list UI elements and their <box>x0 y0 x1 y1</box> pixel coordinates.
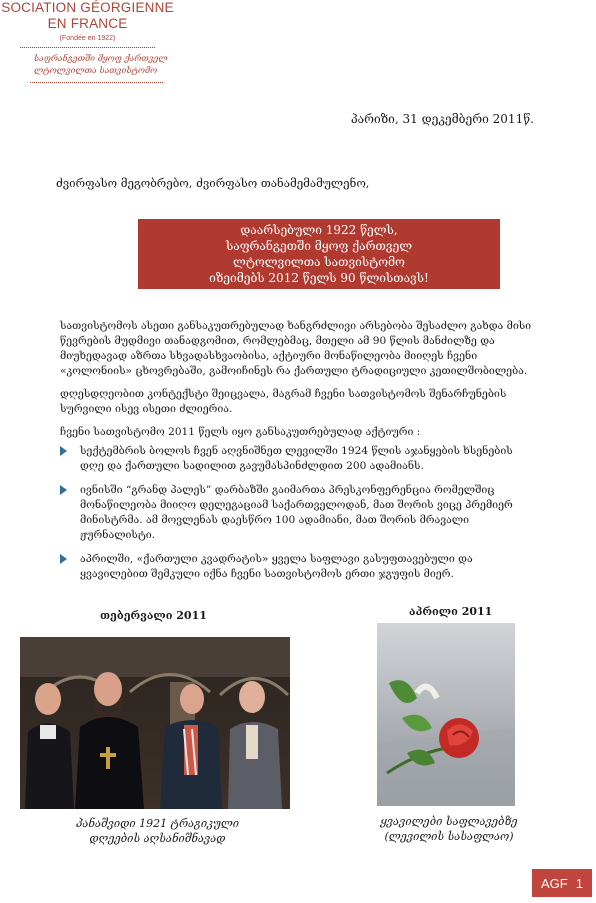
letter-date: პარიზი, 31 დეკემბერი 2011წ. <box>350 112 534 126</box>
banner-line: ლტოლვილთა სათვისტომო <box>233 255 405 269</box>
triangle-bullet-icon <box>60 485 67 495</box>
divider <box>30 82 163 83</box>
letter-body <box>60 319 532 591</box>
photo-caption-april: აპრილი 2011 <box>409 605 493 618</box>
divider <box>20 47 155 48</box>
photo-description-april: ყვავილები საფლავებზე (ლევილის სასაფლაო) <box>380 815 518 843</box>
page-badge <box>532 869 592 897</box>
list-item: სექტემბრის ბოლოს ჩვენ აღვნიშნეთ ლევილში 1924 წლის აჯანყების ხსენების დღე და ქართული სადილით გავუმასპინძლდით 200 ადამიანს. <box>60 444 532 474</box>
org-name-georgian: საფრანგეთში მყოფ ქართველ ლტოლვილთა სათვისტომო <box>34 54 168 76</box>
photo-caption-february: თებერვალი 2011 <box>100 609 207 622</box>
org-name-french: SOCIATION GÉORGIENNE EN FRANCE <box>1 0 174 31</box>
banner-line: დაარსებული 1922 წელს, <box>240 223 398 237</box>
paragraph: ჩვენი სათვისტომო 2011 წელს იყო განსაკუთრებულად აქტიური : <box>60 426 421 438</box>
founded-note: (Fondée en 1922) <box>59 35 116 42</box>
group-photo <box>20 637 290 809</box>
badge-label: AGF <box>541 875 568 891</box>
paragraph: სათვისტომოს ასეთი განსაკუთრებულად ხანგრძლივი არსებობა შესაძლო გახდა მისი წევრების მუდმივი თანადგომით, რომლებმაც, მთელი ამ 90 წლის მანძილზე და მიუხედავად აზრთა სხვადასხვაობისა, აქტიური მონაწილეობა მიიღეს ჩვენი «კოლონიის» ცხოვრებაში, გამოიჩინეს რა ქართული ტრადიციული კეთილშობილება. <box>60 320 532 377</box>
triangle-bullet-icon <box>60 446 67 456</box>
salutation: ძვირფასო მეგობრებო, ძვირფასო თანამემამულენო, <box>56 176 370 190</box>
triangle-bullet-icon <box>60 554 67 564</box>
activity-list <box>60 444 532 582</box>
list-item: აპრილში, «ქართული კვადრატის» ყველა საფლავი გასუფთავებული და ყვავილებით შემკული იქნა ჩვენი სათვისტომოს ერთი ჯგუფის მიერ. <box>60 552 532 582</box>
photo-description-february: პანაშვიდი 1921 ტრაგიკული დღეების აღსანიშნავად <box>75 817 240 845</box>
list-item: ივნისში “გრანდ პალეს” დარბაზში გაიმართა პრესკონფერენცია რომელშიც მონაწილეობა მიიღო დელეგაციამ საქართველოდან, მათ შორის ვიცე პრემიერ მინისტრმა. ამ მოვლენას დაესწრო 100 ადამიანი, მათ შორის მრავალი ჟურნალისტი. <box>60 483 532 543</box>
anniversary-banner <box>138 219 500 289</box>
paragraph: დღესდღეობით კონტექსტი შეიცვალა, მაგრამ ჩვენი სათვისტომოს შენარჩუნების სურვილი ისევ ისეთი ძლიერია. <box>60 388 507 415</box>
letterhead <box>0 0 175 83</box>
banner-line: იზეიმებს 2012 წელს 90 წლისთავს! <box>209 271 429 285</box>
banner-line: საფრანგეთში მყოფ ქართველ <box>225 239 413 253</box>
rose-photo <box>377 623 515 806</box>
page-number: 1 <box>575 875 583 891</box>
